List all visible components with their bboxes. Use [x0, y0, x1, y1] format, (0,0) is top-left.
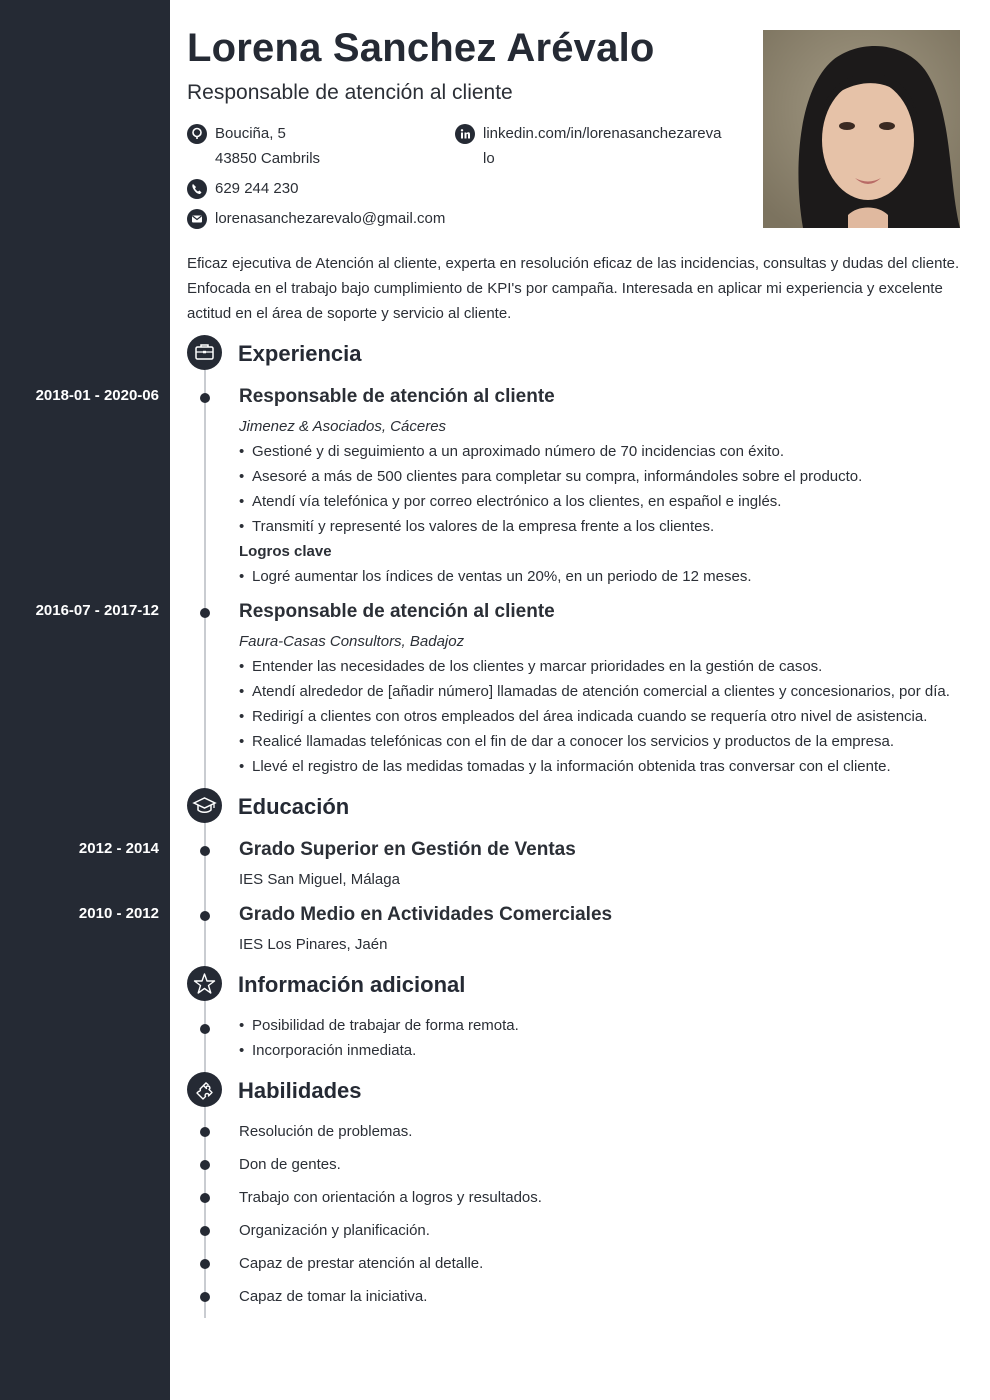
- timeline-dot: [200, 846, 210, 856]
- address-line2: 43850 Cambrils: [215, 150, 321, 167]
- email-address[interactable]: lorenasanchezarevalo@gmail.com: [215, 210, 446, 227]
- timeline-dot: [200, 1024, 210, 1034]
- list-item: • Atendí alrededor de [añadir número] llamadas de atención comercial a clientes y concesionarios, por día.: [239, 683, 950, 700]
- achievements-label: Logros clave: [239, 543, 332, 560]
- linkedin-url[interactable]: [483, 121, 721, 171]
- education-date: 2012 - 2014: [78, 840, 159, 857]
- timeline-dot: [200, 1259, 210, 1269]
- linkedin-line1[interactable]: linkedin.com/in/lorenasanchezareva: [483, 125, 722, 142]
- section-title-skills: Habilidades: [238, 1078, 362, 1103]
- job-date: 2018-01 - 2020-06: [35, 387, 159, 404]
- phone-icon: [187, 179, 207, 199]
- timeline-dot: [200, 393, 210, 403]
- list-item: • Gestioné y di seguimiento a un aproximado número de 70 incidencias con éxito.: [239, 443, 784, 460]
- list-item: • Realicé llamadas telefónicas con el fin de dar a conocer los servicios y productos de la empresa.: [239, 733, 894, 750]
- skill-item: Trabajo con orientación a logros y resultados.: [239, 1189, 542, 1206]
- timeline-dot: [200, 1292, 210, 1302]
- skill-item: Capaz de tomar la iniciativa.: [239, 1288, 428, 1305]
- list-item: • Asesoré a más de 500 clientes para completar su compra, informándoles sobre el producto.: [239, 468, 863, 485]
- list-item: • Entender las necesidades de los clientes y marcar prioridades en la gestión de casos.: [239, 658, 823, 675]
- education-date: 2010 - 2012: [78, 905, 159, 922]
- summary-line: Eficaz ejecutiva de Atención al cliente, experta en resolución eficaz de las incidencias, consultas y dudas del cliente.: [187, 255, 960, 272]
- phone-number: 629 244 230: [215, 180, 299, 197]
- star-icon: [187, 966, 222, 1001]
- profile-summary: [187, 251, 972, 326]
- list-item: • Posibilidad de trabajar de forma remota.: [239, 1017, 519, 1034]
- address-line1: Bouciña, 5: [215, 125, 286, 142]
- briefcase-icon: [187, 335, 222, 370]
- timeline-line: [204, 370, 206, 1318]
- graduation-cap-icon: [187, 788, 222, 823]
- skill-item: Capaz de prestar atención al detalle.: [239, 1255, 484, 1272]
- education-degree: Grado Superior en Gestión de Ventas: [239, 839, 576, 860]
- summary-line: actitud en el área de soporte y servicio al cliente.: [187, 305, 512, 322]
- list-item: • Incorporación inmediata.: [239, 1042, 417, 1059]
- profile-photo: [763, 30, 960, 228]
- timeline-dot: [200, 1160, 210, 1170]
- timeline-dot: [200, 608, 210, 618]
- section-title-education: Educación: [238, 794, 350, 819]
- list-item: • Llevé el registro de las medidas tomadas y la información obtenida tras conversar con el cliente.: [239, 758, 891, 775]
- list-item: • Logré aumentar los índices de ventas un 20%, en un periodo de 12 meses.: [239, 568, 752, 585]
- location-pin-icon: [187, 124, 207, 144]
- candidate-name: Lorena Sanchez Arévalo: [187, 26, 655, 70]
- list-item: • Atendí vía telefónica y por correo electrónico a los clientes, en español e inglés.: [239, 493, 782, 510]
- envelope-icon: [187, 209, 207, 229]
- puzzle-piece-icon: [187, 1072, 222, 1107]
- skill-item: Don de gentes.: [239, 1156, 341, 1173]
- job-company: Faura-Casas Consultors, Badajoz: [239, 633, 465, 650]
- skill-item: Organización y planificación.: [239, 1222, 430, 1239]
- skill-item: Resolución de problemas.: [239, 1123, 413, 1140]
- job-title: Responsable de atención al cliente: [239, 601, 555, 622]
- timeline-dot: [200, 911, 210, 921]
- list-item: • Redirigí a clientes con otros empleados del área indicada cuando se requería otro nivel de asistencia.: [239, 708, 928, 725]
- summary-line: Enfocada en el trabajo bajo cumplimiento de KPI's por campaña. Interesada en aplicar mi experiencia y excelente: [187, 280, 943, 297]
- list-item: • Transmití y representé los valores de la empresa frente a los clientes.: [239, 518, 715, 535]
- education-school: IES San Miguel, Málaga: [239, 871, 400, 888]
- job-date: 2016-07 - 2017-12: [35, 602, 159, 619]
- section-title-experience: Experiencia: [238, 341, 362, 366]
- job-company: Jimenez & Asociados, Cáceres: [239, 418, 447, 435]
- timeline-dot: [200, 1127, 210, 1137]
- job-title: Responsable de atención al cliente: [239, 386, 555, 407]
- candidate-title: Responsable de atención al cliente: [187, 81, 513, 104]
- section-title-additional: Información adicional: [238, 972, 466, 997]
- timeline-dot: [200, 1226, 210, 1236]
- linkedin-line2[interactable]: lo: [483, 150, 495, 167]
- education-school: IES Los Pinares, Jaén: [239, 936, 388, 953]
- education-degree: Grado Medio en Actividades Comerciales: [239, 904, 613, 925]
- timeline-dot: [200, 1193, 210, 1203]
- address: [215, 121, 320, 171]
- linkedin-icon: [455, 124, 475, 144]
